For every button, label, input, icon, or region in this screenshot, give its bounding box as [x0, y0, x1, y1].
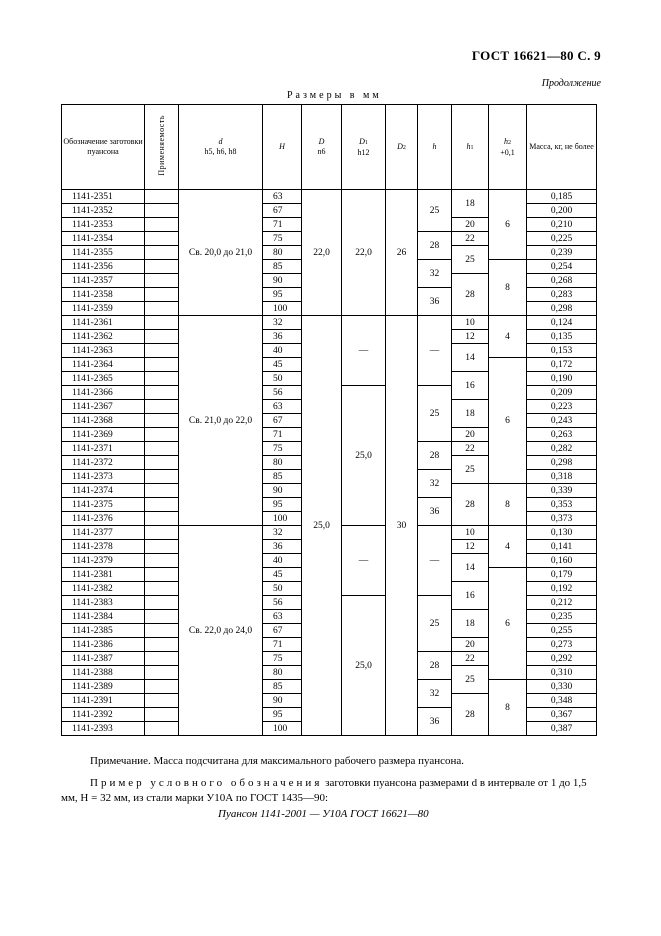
- code-cell: 1141-2382: [62, 582, 145, 596]
- code-cell: 1141-2363: [62, 344, 145, 358]
- applicability-cell: [145, 246, 179, 260]
- applicability-cell: [145, 386, 179, 400]
- header-D2: D2: [386, 105, 418, 190]
- H-cell: 85: [263, 470, 302, 484]
- applicability-cell: [145, 414, 179, 428]
- H-cell: 45: [263, 568, 302, 582]
- code-cell: 1141-2368: [62, 414, 145, 428]
- h2-cell: 6: [489, 190, 527, 260]
- H-cell: 100: [263, 722, 302, 736]
- D-cell: 25,0: [302, 316, 342, 736]
- applicability-cell: [145, 638, 179, 652]
- H-cell: 80: [263, 246, 302, 260]
- code-cell: 1141-2364: [62, 358, 145, 372]
- h1-cell: 25: [452, 246, 489, 274]
- mass-cell: 0,212: [527, 596, 597, 610]
- applicability-cell: [145, 260, 179, 274]
- mass-cell: 0,282: [527, 442, 597, 456]
- H-cell: 63: [263, 190, 302, 204]
- dimensions-caption: Размеры в мм: [287, 90, 382, 101]
- h1-cell: 20: [452, 428, 489, 442]
- code-cell: 1141-2375: [62, 498, 145, 512]
- H-cell: 36: [263, 540, 302, 554]
- header-applicability: Применяемость: [145, 105, 179, 190]
- H-cell: 75: [263, 232, 302, 246]
- H-cell: 80: [263, 456, 302, 470]
- code-cell: 1141-2354: [62, 232, 145, 246]
- mass-cell: 0,298: [527, 302, 597, 316]
- d-cell: Св. 22,0 до 24,0: [179, 526, 263, 736]
- mass-cell: 0,283: [527, 288, 597, 302]
- code-cell: 1141-2369: [62, 428, 145, 442]
- h2-cell: 8: [489, 260, 527, 316]
- h1-cell: 22: [452, 442, 489, 456]
- mass-cell: 0,135: [527, 330, 597, 344]
- header-D1: D1 h12: [342, 105, 386, 190]
- H-cell: 100: [263, 302, 302, 316]
- code-cell: 1141-2391: [62, 694, 145, 708]
- code-cell: 1141-2377: [62, 526, 145, 540]
- d-cell: Св. 20,0 до 21,0: [179, 190, 263, 316]
- H-cell: 36: [263, 330, 302, 344]
- D1-cell: —: [342, 526, 386, 596]
- h-cell: 25: [418, 386, 452, 442]
- H-cell: 63: [263, 610, 302, 624]
- code-cell: 1141-2367: [62, 400, 145, 414]
- code-cell: 1141-2365: [62, 372, 145, 386]
- H-cell: 85: [263, 260, 302, 274]
- code-cell: 1141-2357: [62, 274, 145, 288]
- mass-cell: 0,243: [527, 414, 597, 428]
- H-cell: 85: [263, 680, 302, 694]
- H-cell: 90: [263, 274, 302, 288]
- code-cell: 1141-2373: [62, 470, 145, 484]
- mass-cell: 0,160: [527, 554, 597, 568]
- H-cell: 40: [263, 554, 302, 568]
- h1-cell: 22: [452, 232, 489, 246]
- applicability-cell: [145, 554, 179, 568]
- h1-cell: 20: [452, 218, 489, 232]
- applicability-cell: [145, 428, 179, 442]
- h1-cell: 25: [452, 666, 489, 694]
- h-cell: 28: [418, 442, 452, 470]
- D-cell: 22,0: [302, 190, 342, 316]
- applicability-cell: [145, 568, 179, 582]
- applicability-cell: [145, 526, 179, 540]
- code-cell: 1141-2386: [62, 638, 145, 652]
- code-cell: 1141-2358: [62, 288, 145, 302]
- mass-cell: 0,124: [527, 316, 597, 330]
- H-cell: 71: [263, 638, 302, 652]
- applicability-cell: [145, 218, 179, 232]
- applicability-cell: [145, 232, 179, 246]
- H-cell: 63: [263, 400, 302, 414]
- h2-cell: 6: [489, 568, 527, 680]
- mass-cell: 0,263: [527, 428, 597, 442]
- H-cell: 90: [263, 484, 302, 498]
- d-cell: Св. 21,0 до 22,0: [179, 316, 263, 526]
- header-D: D n6: [302, 105, 342, 190]
- code-cell: 1141-2362: [62, 330, 145, 344]
- code-cell: 1141-2351: [62, 190, 145, 204]
- H-cell: 40: [263, 344, 302, 358]
- applicability-cell: [145, 484, 179, 498]
- applicability-cell: [145, 666, 179, 680]
- mass-cell: 0,339: [527, 484, 597, 498]
- mass-cell: 0,298: [527, 456, 597, 470]
- code-cell: 1141-2384: [62, 610, 145, 624]
- h-cell: 36: [418, 708, 452, 736]
- code-cell: 1141-2359: [62, 302, 145, 316]
- code-cell: 1141-2389: [62, 680, 145, 694]
- code-cell: 1141-2392: [62, 708, 145, 722]
- h-cell: —: [418, 316, 452, 386]
- mass-cell: 0,210: [527, 218, 597, 232]
- mass-cell: 0,353: [527, 498, 597, 512]
- H-cell: 71: [263, 218, 302, 232]
- mass-cell: 0,367: [527, 708, 597, 722]
- code-cell: 1141-2366: [62, 386, 145, 400]
- h1-cell: 10: [452, 316, 489, 330]
- applicability-cell: [145, 708, 179, 722]
- code-cell: 1141-2381: [62, 568, 145, 582]
- h-cell: 36: [418, 288, 452, 316]
- H-cell: 80: [263, 666, 302, 680]
- h1-cell: 14: [452, 344, 489, 372]
- H-cell: 100: [263, 512, 302, 526]
- header-d: d h5, h6, h8: [179, 105, 263, 190]
- mass-cell: 0,255: [527, 624, 597, 638]
- H-cell: 56: [263, 596, 302, 610]
- h-cell: 32: [418, 470, 452, 498]
- code-cell: 1141-2355: [62, 246, 145, 260]
- H-cell: 50: [263, 582, 302, 596]
- mass-cell: 0,172: [527, 358, 597, 372]
- mass-cell: 0,273: [527, 638, 597, 652]
- h1-cell: 25: [452, 456, 489, 484]
- mass-cell: 0,318: [527, 470, 597, 484]
- H-cell: 95: [263, 288, 302, 302]
- table-row: [62, 316, 597, 330]
- applicability-cell: [145, 610, 179, 624]
- applicability-cell: [145, 652, 179, 666]
- applicability-cell: [145, 442, 179, 456]
- h1-cell: 10: [452, 526, 489, 540]
- h1-cell: 28: [452, 484, 489, 526]
- header-h: h: [418, 105, 452, 190]
- h1-cell: 18: [452, 190, 489, 218]
- dimensions-table: [61, 104, 597, 736]
- mass-cell: 0,209: [527, 386, 597, 400]
- H-cell: 90: [263, 694, 302, 708]
- applicability-cell: [145, 470, 179, 484]
- applicability-cell: [145, 456, 179, 470]
- h1-cell: 22: [452, 652, 489, 666]
- applicability-cell: [145, 344, 179, 358]
- code-cell: 1141-2378: [62, 540, 145, 554]
- h1-cell: 18: [452, 610, 489, 638]
- h2-cell: 4: [489, 526, 527, 568]
- h1-cell: 28: [452, 274, 489, 316]
- H-cell: 67: [263, 414, 302, 428]
- mass-cell: 0,192: [527, 582, 597, 596]
- code-cell: 1141-2361: [62, 316, 145, 330]
- header-h1: h1: [452, 105, 489, 190]
- page-header: ГОСТ 16621—80 С. 9: [471, 48, 601, 63]
- applicability-cell: [145, 274, 179, 288]
- H-cell: 95: [263, 498, 302, 512]
- applicability-cell: [145, 722, 179, 736]
- mass-cell: 0,254: [527, 260, 597, 274]
- code-cell: 1141-2383: [62, 596, 145, 610]
- D1-cell: 25,0: [342, 386, 386, 526]
- mass-cell: 0,373: [527, 512, 597, 526]
- applicability-cell: [145, 540, 179, 554]
- code-cell: 1141-2353: [62, 218, 145, 232]
- header-h2: h2 +0,1: [489, 105, 527, 190]
- D1-cell: 25,0: [342, 596, 386, 736]
- example-paragraph: Пример условного обозначения заготовки пуансона размерами d в интервале от 1 до 1,5 мм, H = 32 мм, из стали марки У10А по ГОСТ 1435—90:: [61, 777, 587, 804]
- table-body: [62, 105, 597, 736]
- mass-cell: 0,130: [527, 526, 597, 540]
- applicability-cell: [145, 624, 179, 638]
- table-row: [62, 190, 597, 204]
- applicability-cell: [145, 512, 179, 526]
- applicability-cell: [145, 316, 179, 330]
- code-cell: 1141-2379: [62, 554, 145, 568]
- H-cell: 32: [263, 316, 302, 330]
- h1-cell: 18: [452, 400, 489, 428]
- h-cell: 28: [418, 652, 452, 680]
- mass-cell: 0,310: [527, 666, 597, 680]
- mass-cell: 0,223: [527, 400, 597, 414]
- code-cell: 1141-2374: [62, 484, 145, 498]
- example-designation: Пуансон 1141-2001 — У10А ГОСТ 16621—80: [218, 808, 429, 820]
- mass-cell: 0,292: [527, 652, 597, 666]
- applicability-cell: [145, 694, 179, 708]
- applicability-cell: [145, 582, 179, 596]
- H-cell: 67: [263, 624, 302, 638]
- H-cell: 75: [263, 442, 302, 456]
- D1-cell: —: [342, 316, 386, 386]
- table-note: Примечание. Масса подсчитана для максимального рабочего размера пуансона.: [90, 755, 465, 767]
- h2-cell: 4: [489, 316, 527, 358]
- applicability-cell: [145, 596, 179, 610]
- applicability-cell: [145, 302, 179, 316]
- code-cell: 1141-2376: [62, 512, 145, 526]
- code-cell: 1141-2372: [62, 456, 145, 470]
- H-cell: 67: [263, 204, 302, 218]
- D1-cell: 22,0: [342, 190, 386, 316]
- h-cell: 36: [418, 498, 452, 526]
- mass-cell: 0,141: [527, 540, 597, 554]
- h-cell: 25: [418, 596, 452, 652]
- mass-cell: 0,268: [527, 274, 597, 288]
- D2-cell: 30: [386, 316, 418, 736]
- H-cell: 50: [263, 372, 302, 386]
- h-cell: 28: [418, 232, 452, 260]
- code-cell: 1141-2387: [62, 652, 145, 666]
- H-cell: 75: [263, 652, 302, 666]
- mass-cell: 0,239: [527, 246, 597, 260]
- H-cell: 71: [263, 428, 302, 442]
- mass-cell: 0,225: [527, 232, 597, 246]
- h1-cell: 16: [452, 372, 489, 400]
- mass-cell: 0,179: [527, 568, 597, 582]
- mass-cell: 0,348: [527, 694, 597, 708]
- mass-cell: 0,387: [527, 722, 597, 736]
- h-cell: 25: [418, 190, 452, 232]
- applicability-cell: [145, 204, 179, 218]
- applicability-cell: [145, 190, 179, 204]
- code-cell: 1141-2388: [62, 666, 145, 680]
- header-mass: Масса, кг, не более: [527, 105, 597, 190]
- code-cell: 1141-2393: [62, 722, 145, 736]
- h1-cell: 12: [452, 540, 489, 554]
- H-cell: 95: [263, 708, 302, 722]
- applicability-cell: [145, 680, 179, 694]
- h1-cell: 14: [452, 554, 489, 582]
- code-cell: 1141-2385: [62, 624, 145, 638]
- h2-cell: 8: [489, 484, 527, 526]
- code-cell: 1141-2371: [62, 442, 145, 456]
- applicability-cell: [145, 372, 179, 386]
- h-cell: 32: [418, 680, 452, 708]
- applicability-cell: [145, 400, 179, 414]
- applicability-cell: [145, 330, 179, 344]
- H-cell: 56: [263, 386, 302, 400]
- h1-cell: 28: [452, 694, 489, 736]
- applicability-cell: [145, 498, 179, 512]
- applicability-cell: [145, 358, 179, 372]
- mass-cell: 0,153: [527, 344, 597, 358]
- mass-cell: 0,235: [527, 610, 597, 624]
- h1-cell: 16: [452, 582, 489, 610]
- header-code: Обозначение заготовки пуансона: [62, 105, 145, 190]
- h2-cell: 6: [489, 358, 527, 484]
- mass-cell: 0,330: [527, 680, 597, 694]
- applicability-cell: [145, 288, 179, 302]
- h-cell: —: [418, 526, 452, 596]
- h2-cell: 8: [489, 680, 527, 736]
- continuation-label: Продолжение: [541, 78, 601, 89]
- code-cell: 1141-2352: [62, 204, 145, 218]
- h1-cell: 20: [452, 638, 489, 652]
- H-cell: 45: [263, 358, 302, 372]
- header-H: H: [263, 105, 302, 190]
- mass-cell: 0,200: [527, 204, 597, 218]
- table-header-row: [62, 105, 597, 190]
- h-cell: 32: [418, 260, 452, 288]
- mass-cell: 0,190: [527, 372, 597, 386]
- H-cell: 32: [263, 526, 302, 540]
- D2-cell: 26: [386, 190, 418, 316]
- mass-cell: 0,185: [527, 190, 597, 204]
- code-cell: 1141-2356: [62, 260, 145, 274]
- h1-cell: 12: [452, 330, 489, 344]
